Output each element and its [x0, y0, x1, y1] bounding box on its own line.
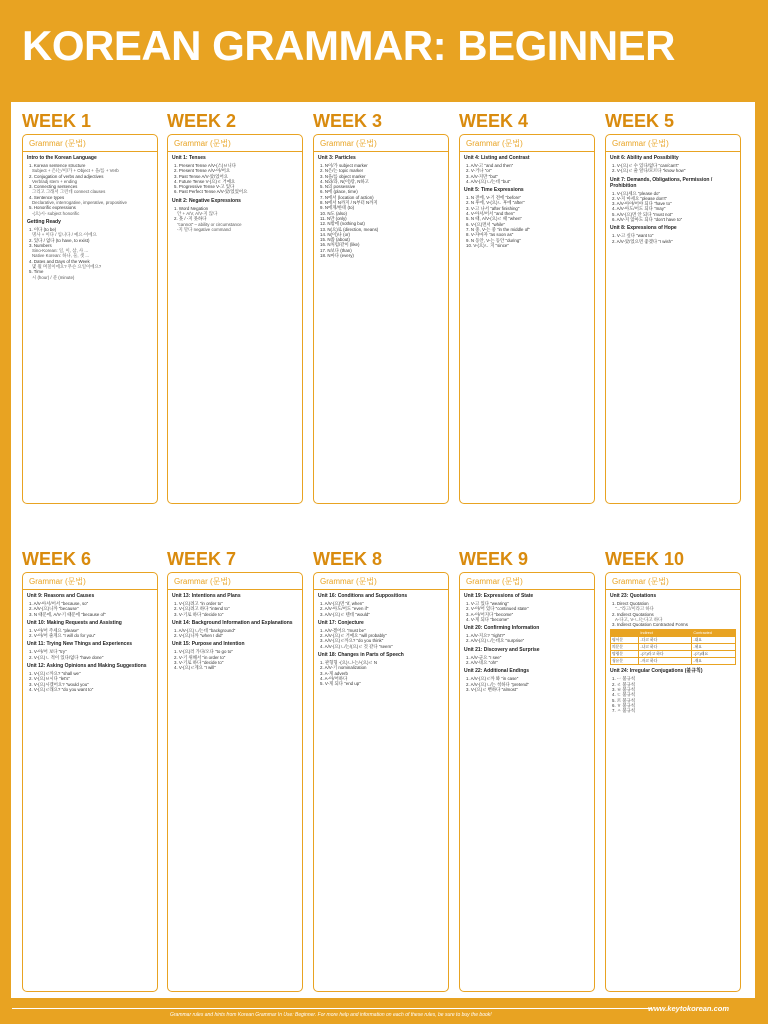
unit-title: Unit 9: Reasons and Causes	[27, 593, 95, 599]
grammar-card	[459, 134, 595, 504]
unit-title: Unit 14: Background Information and Explanations	[172, 619, 293, 626]
unit-title: Getting Ready	[27, 218, 61, 225]
week-title: WEEK 2	[167, 111, 237, 131]
grammar-item: 2. 있다 / 없다 (to have, to exist)	[29, 237, 90, 243]
grammar-card	[313, 134, 449, 504]
unit-title: Unit 6: Ability and Possibility	[610, 155, 679, 161]
grammar-item: 1. A/V-(으)ㄹ까 봐 "in case"	[466, 676, 519, 682]
grammar-item: 1. A/V-지요? "right?"	[466, 633, 506, 639]
grammar-item: 2. V-(으)ㅂ시다 "let's"	[29, 676, 70, 682]
unit-title: Unit 24: Irregular Conjugations (불규칙)	[610, 668, 703, 675]
grammar-item: 8. N에서 N까지 / N부터 N까지	[320, 200, 378, 206]
grammar-item: 5. N의 possessive	[320, 184, 356, 190]
table-cell: -자고 하다	[639, 658, 692, 665]
week-column	[167, 548, 303, 992]
grammar-item: 3. A/V-지만 "but"	[466, 173, 498, 179]
grammar-item: A-다고, V-ㄴ/는다고 하다	[615, 616, 663, 622]
table-header-cell: Contracted	[692, 630, 736, 637]
grammar-item: 1. ㅡ 불규칙	[612, 676, 636, 682]
card-header: Grammar (문법)	[606, 135, 740, 152]
footer-url[interactable]: www.keytokorean.com	[648, 1004, 729, 1013]
grammar-item: 7. N 중, V-는 중 "in the middle of"	[466, 226, 530, 232]
table-cell: -냬요	[692, 644, 736, 651]
grammar-item: 1. N이/가 subject marker	[320, 163, 368, 168]
card-header: Grammar (문법)	[460, 573, 594, 590]
unit-title: Unit 1: Tenses	[172, 155, 206, 161]
grammar-item: 4. ㄷ 불규칙	[612, 692, 636, 698]
grammar-item: Sino-Korean: 일, 이, 삼, 사 ...	[32, 248, 89, 254]
grammar-item: 1. A/V-겠어요 "must be"	[320, 627, 366, 633]
table-row	[611, 658, 736, 665]
grammar-item: 명사 + 이다 / 입니다 / 예요·이에요	[32, 232, 97, 238]
grammar-item: 16. N처럼/같이 (like)	[320, 242, 360, 248]
grammar-item: 1. V-(으)세요 "please do"	[612, 190, 661, 196]
grammar-item: 3. N을/를 object marker	[320, 173, 366, 179]
grammar-item: 1. V-고 있다 "wearing"	[466, 601, 509, 606]
grammar-item: 17. N보다 (than)	[320, 247, 352, 253]
grammar-item: 1. A/V-군요 "I see"	[466, 654, 502, 660]
grammar-item: 1. V-(으)러 가다/오다 "to go to"	[174, 649, 233, 655]
grammar-item: Declarative, interrogative, imperative, propositive	[32, 200, 127, 206]
table-cell: 평서문	[611, 637, 639, 644]
grammar-item: 1. V-아/어 주세요 "please"	[29, 627, 79, 633]
grammar-item: 1. V-(으)려고 "in order to"	[174, 601, 223, 606]
grammar-item: 5. A/V-(으)면 안 되다 "must not"	[612, 211, 673, 217]
grammar-item: 그리고 그래서 그런데 connect clauses	[32, 189, 106, 195]
grammar-item: 4. V-(으)ㄹ게요 "I will"	[174, 665, 216, 671]
grammar-item: 2. A/V-(으)ㄹ 거예요 "will probably"	[320, 633, 387, 639]
unit-title: Unit 8: Expressions of Hope	[610, 225, 677, 232]
table-header-cell: Indirect	[639, 630, 692, 637]
grammar-item: 안 + A/V, A/V-지 않다	[177, 211, 218, 217]
footer-text: Grammar rules and hints from Korean Grammar In Use: Beginner. For more help and information on each of these rules, be sure to buy the book!	[170, 1012, 492, 1018]
grammar-card	[459, 572, 595, 992]
table-cell: -냐고 하다	[639, 644, 692, 651]
grammar-item: 9. N 동안, V-는 동안 "during"	[466, 237, 521, 243]
grammar-item: 3. A-게 adverb	[320, 670, 348, 676]
grammar-item: 2. Present Tense A/V-아/어요	[174, 168, 231, 174]
grammar-item: 2. N 후에, V-(으)ㄴ 후에 "after"	[466, 200, 525, 206]
grammar-item: 1. A/V-(으)ㄴ/는데 "background"	[174, 627, 236, 633]
grammar-card	[22, 572, 158, 992]
grammar-item: 2. A/V-(으)ㄴ/는데요 "surprise"	[466, 638, 525, 644]
grammar-card	[167, 134, 303, 504]
grammar-item: 6. N에 (place, time)	[320, 189, 358, 195]
unit-title: Unit 16: Conditions and Suppositions	[318, 593, 408, 599]
grammar-item: 3. V-기로 하다 "decide to"	[174, 660, 224, 666]
unit-title: Unit 13: Intentions and Plans	[172, 593, 241, 599]
grammar-item: 12. N밖에 (nothing but)	[320, 221, 365, 227]
grammar-item: 몇 월 며칠이에요? 무슨 요일이에요?	[32, 264, 102, 270]
unit-title: Intro to the Korean Language	[27, 155, 97, 161]
grammar-item: Native Korean: 하나, 둘, 셋 ...	[32, 253, 89, 259]
grammar-item: 5. N 때, A/V-(으)ㄹ 때 "when"	[466, 216, 522, 222]
grammar-item: 3. A/V-(으)ㄹ 텐데 "would"	[320, 611, 370, 617]
grammar-item: 2. V-(으)니까 "when I did"	[174, 633, 224, 639]
grammar-item: 1. 관형형 -(으)ㄴ/-는/-(으)ㄹ N	[320, 660, 378, 666]
unit-title: Unit 20: Confirming Information	[464, 625, 540, 632]
grammar-item: 2. N은/는 topic marker	[320, 168, 364, 174]
grammar-item: 3. Past Tense A/V-았/었어요	[174, 173, 228, 179]
week-title: WEEK 8	[313, 549, 383, 569]
grammar-item: 6. A/V-지 않아도 되다 "don't have to"	[612, 217, 683, 223]
table-cell: 명령문	[611, 651, 639, 658]
card-header: Grammar (문법)	[168, 573, 302, 590]
week-column	[22, 110, 158, 504]
unit-title: Unit 11: Trying New Things and Experiences	[27, 641, 133, 648]
grammar-item: 4. Dates and Days of the Week	[29, 258, 90, 264]
week-column	[605, 110, 741, 504]
grammar-item: 시 (hour) / 분 (minute)	[32, 274, 75, 280]
grammar-item: 5. Progressive Tense V-고 있다	[174, 184, 235, 190]
grammar-item: 4. Future Tense V-(으)ㄹ 거예요	[174, 178, 236, 184]
grammar-item: 1. A/V-아서/어서 "because, so"	[29, 601, 89, 606]
grammar-item: 2. 못 / -지 못하다	[174, 216, 207, 222]
grammar-item: 1. V-(으)ㄹ까요? "shall we"	[29, 671, 81, 677]
grammar-item: 1. N 전에, V-기 전에 "before"	[466, 195, 522, 201]
card-header: Grammar (문법)	[314, 573, 448, 590]
week-column	[459, 110, 595, 504]
grammar-item: 1. A/V-(으)면 "if, when"	[320, 601, 364, 606]
grammar-item: 1. Direct Quotation	[612, 601, 649, 606]
grammar-item: 8. V-자마자 "as soon as"	[466, 232, 514, 238]
week-column	[605, 548, 741, 992]
grammar-item: 2. A/V-(으)니까 "because"	[29, 606, 79, 612]
table-cell: 의문문	[611, 644, 639, 651]
grammar-item: 3. A-아/어지다 "become"	[466, 611, 514, 617]
table-cell: -(으)라고 하다	[639, 651, 692, 658]
grammar-item: 14. N(이)나 (or)	[320, 231, 350, 237]
grammar-item: 2. V-기 위해서 "in order to"	[174, 654, 226, 660]
table-row	[611, 644, 736, 651]
unit-title: Unit 23: Quotations	[610, 593, 657, 599]
grammar-item: -(으)시- subject honorific	[32, 210, 80, 216]
grammar-item: 2. V-(으)려고 하다 "intend to"	[174, 606, 230, 612]
grammar-item: 11. N만 (only)	[320, 215, 347, 221]
table-header-cell	[611, 630, 639, 637]
card-header: Grammar (문법)	[23, 135, 157, 152]
grammar-card	[313, 572, 449, 992]
grammar-item: 1. 이다 (to be)	[29, 226, 57, 232]
grammar-item: Subject + 은/는/이/가 + Object + 을/를 + Verb	[32, 168, 119, 174]
unit-title: Unit 22: Additional Endings	[464, 668, 530, 675]
grammar-item: 4. A/V-(으)ㄴ/는/(으)ㄹ 것 같다 "seem"	[320, 643, 393, 649]
card-header: Grammar (문법)	[460, 135, 594, 152]
unit-title: Unit 17: Conjecture	[318, 619, 364, 626]
grammar-item: 15. N쯤 (about)	[320, 237, 350, 243]
grammar-item: 13. N(으)로 (direction, means)	[320, 226, 379, 232]
grammar-card	[605, 134, 741, 504]
grammar-item: 2. V-아/어 줄게요 "I will do for you"	[29, 633, 96, 639]
grammar-item: 3. V-(으)시겠어요? "would you"	[29, 681, 89, 687]
grammar-item: 2. V-지 마세요 "please don't"	[612, 195, 668, 201]
grammar-item: 1. A/V-고 "and and then"	[466, 163, 514, 168]
grammar-item: 3. Connecting sentences	[29, 184, 78, 190]
week-title: WEEK 6	[22, 549, 92, 569]
unit-title: Unit 5: Time Expressions	[464, 187, 524, 194]
grammar-item: 10. V-(으)ㄴ 지 "since"	[466, 242, 509, 248]
footer	[0, 1002, 768, 1024]
grammar-item: "cannot" – ability or circumstance	[177, 221, 242, 227]
grammar-item: 1. V-고 싶다 "want to"	[612, 233, 654, 239]
grammar-item: "..."라고/이라고 하다	[615, 606, 654, 612]
card-header: Grammar (문법)	[168, 135, 302, 152]
grammar-item: 3. ㅂ 불규칙	[612, 687, 636, 693]
grammar-item: 3. A/V-아야/어야 되다 "have to"	[612, 201, 672, 207]
grammar-item: 2. A/V-네요 "oh!"	[466, 660, 498, 666]
grammar-item: 18. N마다 (every)	[320, 253, 354, 259]
grammar-item: 3. Indirect Quotation Contracted Forms	[612, 622, 688, 628]
grammar-item: 2. ㄹ 불규칙	[612, 681, 636, 687]
grammar-item: 3. V-(으)ㄹ 뻔하다 "almost"	[466, 686, 518, 692]
week-title: WEEK 3	[313, 111, 383, 131]
table-cell: 청유문	[611, 658, 639, 665]
table-cell: -다고 하다	[639, 637, 692, 644]
table-row	[611, 651, 736, 658]
grammar-item: 2. Conjugation of verbs and adjectives	[29, 173, 104, 179]
week-column	[313, 548, 449, 992]
grammar-card	[605, 572, 741, 992]
grammar-item: 9. N에게/한테 (to)	[320, 205, 355, 211]
week-title: WEEK 10	[605, 549, 685, 569]
grammar-item: 4. Sentence types	[29, 194, 65, 200]
grammar-item: 3. V-기로 하다 "decide to"	[174, 611, 224, 617]
grammar-item: 6. V-(으)면서 "while"	[466, 221, 506, 227]
week-title: WEEK 4	[459, 111, 529, 131]
grammar-item: 2. Indirect Quotations	[612, 611, 654, 617]
grammar-item: 4. V-(으)ㄹ래요? "do you want to"	[29, 686, 94, 692]
grammar-item: 4. V-게 되다 "become"	[466, 616, 509, 622]
grammar-item: 5. 르 불규칙	[612, 697, 636, 703]
grammar-item: -지 말다 negative command	[177, 226, 231, 232]
grammar-item: 3. V-고 나서 "after finishing"	[466, 205, 520, 211]
grammar-item: 5. V-게 되다 "end up"	[320, 681, 361, 687]
table-row	[611, 637, 736, 644]
week-column	[22, 548, 158, 992]
grammar-card	[22, 134, 158, 504]
unit-title: Unit 2: Negative Expressions	[172, 197, 241, 204]
grammar-item: 5. Honorific expressions	[29, 205, 76, 211]
grammar-item: 1. V-(으)ㄹ 수 있다/없다 "can/can't"	[612, 163, 680, 168]
grammar-item: 2. A/V-아도/어도 "even if"	[320, 606, 369, 612]
unit-title: Unit 7: Demands, Obligations, Permission / Prohibition	[610, 176, 713, 189]
unit-title: Unit 10: Making Requests and Assisting	[27, 619, 122, 626]
week-title: WEEK 7	[167, 549, 237, 569]
grammar-item: 10. N도 (also)	[320, 210, 347, 216]
grammar-item: 2. V-(으)ㄹ 줄 알다/모르다 "know how"	[612, 168, 686, 174]
week-title: WEEK 5	[605, 111, 675, 131]
grammar-item: 4. A/V-아도/어도 되다 "may"	[612, 206, 666, 212]
grammar-item: 1. Word Negation	[174, 205, 209, 211]
grammar-item: 3. N 때문에, A/V-기 때문에 "because of"	[29, 611, 106, 617]
unit-title: Unit 3: Particles	[318, 155, 356, 161]
grammar-item: 2. A/V-았/었으면 좋겠다 "I wish"	[612, 238, 673, 244]
grammar-item: 1. Present Tense A/V-(스)ㅂ니다	[174, 163, 237, 168]
unit-title: Unit 21: Discovery and Surprise	[464, 646, 540, 653]
week-title: WEEK 1	[22, 111, 92, 131]
page-title: KOREAN GRAMMAR: BEGINNER	[22, 22, 675, 69]
grammar-item: 5. Time	[29, 269, 44, 275]
table-cell: -대요	[692, 637, 736, 644]
grammar-item: 3. A/V-(으)ㄹ까요? "do you think"	[320, 638, 384, 644]
grammar-item: 6. ㅎ 불규칙	[612, 702, 636, 708]
grammar-item: 4. A-아/어하다	[320, 675, 348, 681]
quotation-table	[610, 629, 736, 665]
grammar-item: 7. N에서 (location of action)	[320, 194, 374, 200]
grammar-item: 4. A/V-(으)ㄴ/는데 "but"	[466, 178, 511, 184]
table-cell: -(으)래요	[692, 651, 736, 658]
grammar-item: 1. Korean sentence structure	[29, 163, 86, 168]
grammar-item: 3. Numbers	[29, 242, 52, 248]
grammar-item: 6. Past Perfect Tense A/V-았/었었어요	[174, 189, 248, 195]
grammar-item: 2. V-거나 "or"	[466, 168, 492, 174]
grammar-item: 4. N와/과, N(이)랑, N하고	[320, 178, 369, 184]
grammar-item: 2. V-아/어 있다 "continued state"	[466, 606, 529, 612]
grammar-item: Verb/adj stem + ending	[32, 178, 78, 184]
table-cell: -재요	[692, 658, 736, 665]
unit-title: Unit 4: Listing and Contrast	[464, 155, 530, 161]
grammar-item: 4. V-아서/어서 "and then"	[466, 211, 515, 217]
week-column	[459, 548, 595, 992]
grammar-item: 7. ㅅ 불규칙	[612, 708, 636, 714]
week-column	[167, 110, 303, 504]
week-title: WEEK 9	[459, 549, 529, 569]
grammar-item: 2. A/V-(으)ㄴ/는 척하다 "pretend"	[466, 681, 529, 687]
grammar-item: 2. V-(으)ㄴ 적이 있다/없다 "have done"	[29, 654, 104, 660]
grammar-item: 1. V-아/어 보다 "try"	[29, 649, 67, 655]
card-header: Grammar (문법)	[314, 135, 448, 152]
week-column	[313, 110, 449, 504]
card-header: Grammar (문법)	[23, 573, 157, 590]
unit-title: Unit 19: Expressions of State	[464, 593, 534, 599]
footer-divider	[12, 1008, 652, 1009]
unit-title: Unit 15: Purpose and Intention	[172, 641, 245, 648]
grammar-item: 2. A/V-기 nominalization	[320, 665, 367, 671]
unit-title: Unit 12: Asking Opinions and Making Suggestions	[27, 663, 147, 670]
card-header: Grammar (문법)	[606, 573, 740, 590]
unit-title: Unit 18: Changes in Parts of Speech	[318, 652, 404, 659]
grammar-card	[167, 572, 303, 992]
